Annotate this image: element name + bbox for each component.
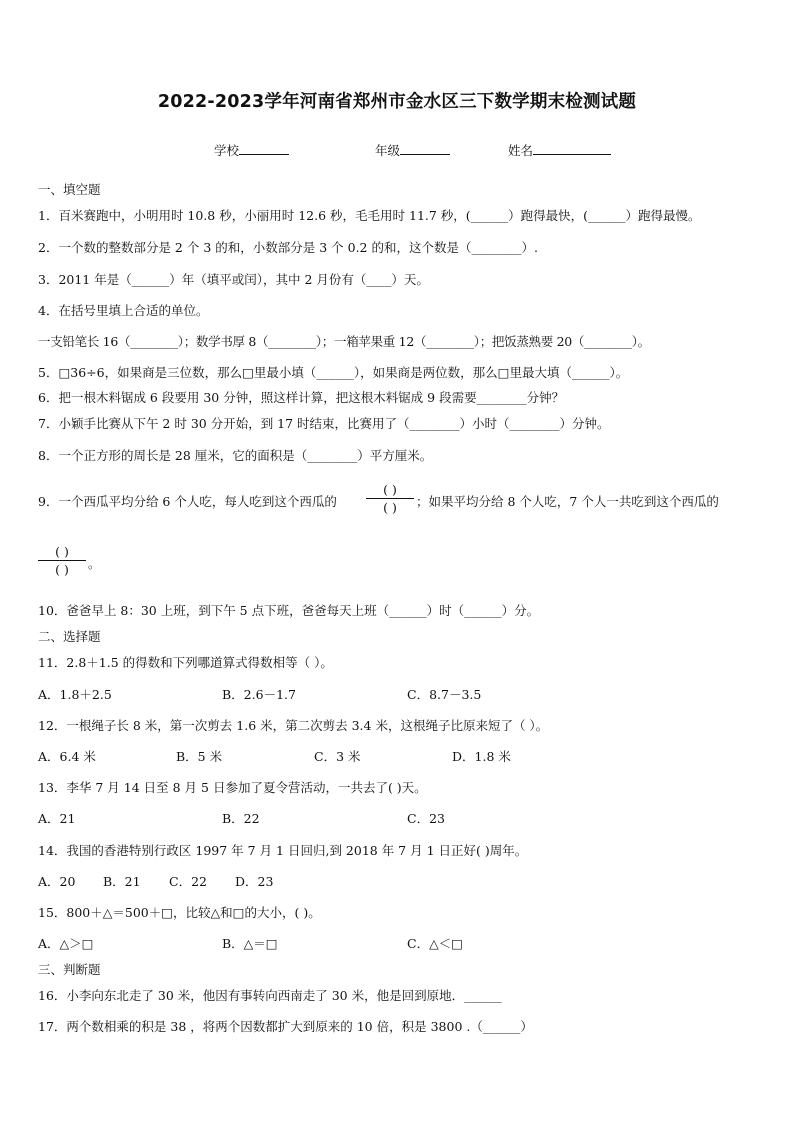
question-1: 1．百米赛跑中，小明用时 10.8 秒，小丽用时 12.6 秒，毛毛用时 11.7 秒，(______）跑得最快，(______）跑得最慢。 xyxy=(38,208,701,223)
q11-option-a: A．1.8＋2.5 xyxy=(38,687,112,702)
name-label: 姓名 xyxy=(508,143,534,158)
q12-option-b: B．5 米 xyxy=(176,749,223,764)
q12-option-a: A．6.4 米 xyxy=(38,749,96,764)
question-4-items: 一支铅笔长 16（________）；数学书厚 8（________）；一箱苹果重 12（________）；把饭蒸熟要 20（________）。 xyxy=(38,334,650,349)
question-14: 14．我国的香港特别行政区 1997 年 7 月 1 日回归,到 2018 年 7 月 1 日正好( )周年。 xyxy=(38,843,528,858)
q12-option-c: C．3 米 xyxy=(314,749,361,764)
school-field xyxy=(214,141,289,159)
question-16: 16．小李向东北走了 30 米，他因有事转向西南走了 30 米，他是回到原地．______ xyxy=(38,988,502,1003)
q13-option-c: C．23 xyxy=(407,811,445,826)
section-fill-in: 一、填空题 xyxy=(38,182,101,197)
question-9-part1: 9．一个西瓜平均分给 6 个人吃，每人吃到这个西瓜的 xyxy=(38,494,337,509)
fraction-numerator: ( ) xyxy=(383,482,397,497)
question-9-end: 。 xyxy=(88,556,101,571)
grade-field xyxy=(375,141,450,159)
question-3: 3．2011 年是（______）年（填平或闰），其中 2 月份有（____）天。 xyxy=(38,272,429,287)
question-10: 10．爸爸早上 8：30 上班，到下午 5 点下班，爸爸每天上班（______）时（______）分。 xyxy=(38,603,540,618)
question-13: 13．李华 7 月 14 日至 8 月 5 日参加了夏令营活动，一共去了( )天。 xyxy=(38,780,427,795)
question-5: 5．□36÷6，如果商是三位数，那么□里最小填（______），如果商是两位数，那么□里最大填（______）。 xyxy=(38,365,629,380)
question-4: 4．在括号里填上合适的单位。 xyxy=(38,303,209,318)
question-8: 8．一个正方形的周长是 28 厘米，它的面积是（________）平方厘米。 xyxy=(38,448,433,463)
page-title: 2022-2023学年河南省郑州市金水区三下数学期末检测试题 xyxy=(157,92,637,112)
school-label: 学校 xyxy=(214,143,240,158)
section-judge: 三、判断题 xyxy=(38,962,101,977)
q13-option-a: A．21 xyxy=(38,811,76,826)
question-17: 17．两个数相乘的积是 38 ，将两个因数都扩大到原来的 10 倍，积是 3800 .（______） xyxy=(38,1019,533,1034)
q14-option-c: C．22 xyxy=(169,874,207,889)
q15-option-c: C．△＜□ xyxy=(407,936,463,951)
q15-option-b: B．△＝□ xyxy=(222,936,278,951)
fraction-denominator: ( ) xyxy=(383,500,397,515)
q15-option-a: A．△＞□ xyxy=(38,936,94,951)
grade-blank xyxy=(400,142,450,155)
name-field xyxy=(508,141,611,159)
q11-option-c: C．8.7－3.5 xyxy=(407,687,482,702)
question-11: 11．2.8＋1.5 的得数和下列哪道算式得数相等（ ）。 xyxy=(38,655,333,670)
q11-option-b: B．2.6－1.7 xyxy=(222,687,296,702)
question-7: 7．小颖手比赛从下午 2 时 30 分开始，到 17 时结束，比赛用了（________）小时（________）分钟。 xyxy=(38,416,610,431)
fraction-numerator: ( ) xyxy=(55,544,69,559)
fraction-denominator: ( ) xyxy=(55,562,69,577)
q14-option-b: B．21 xyxy=(103,874,141,889)
question-9-part2: ；如果平均分给 8 个人吃，7 个人一共吃到这个西瓜的 xyxy=(416,494,719,509)
q14-option-a: A．20 xyxy=(38,874,76,889)
fraction-blank-1 xyxy=(366,481,414,516)
section-choice: 二、选择题 xyxy=(38,629,101,644)
question-2: 2．一个数的整数部分是 2 个 3 的和，小数部分是 3 个 0.2 的和，这个数是（________）. xyxy=(38,240,538,255)
school-blank xyxy=(239,142,289,155)
q13-option-b: B．22 xyxy=(222,811,260,826)
question-12: 12．一根绳子长 8 米，第一次剪去 1.6 米，第二次剪去 3.4 米，这根绳子比原来短了（ ）。 xyxy=(38,718,549,733)
question-15: 15．800＋△＝500＋□，比较△和□的大小，( )。 xyxy=(38,905,321,920)
grade-label: 年级 xyxy=(375,143,401,158)
q14-option-d: D．23 xyxy=(235,874,274,889)
question-6: 6．把一根木料锯成 6 段要用 30 分钟，照这样计算，把这根木料锯成 9 段需要________分钟？ xyxy=(38,390,565,405)
fraction-blank-2 xyxy=(38,543,86,578)
name-blank xyxy=(533,142,611,155)
q12-option-d: D．1.8 米 xyxy=(452,749,511,764)
